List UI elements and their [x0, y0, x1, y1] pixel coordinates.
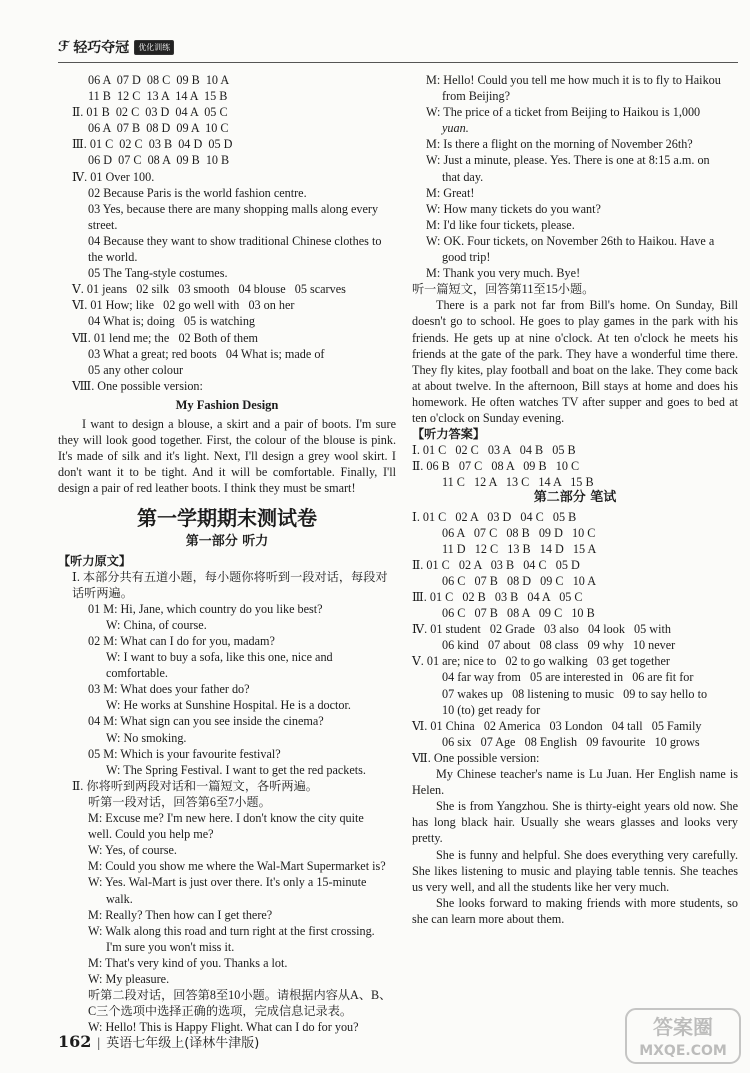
answer-line: 06 C 07 B 08 A 09 C 10 B: [442, 606, 595, 621]
footer-separator: |: [97, 1036, 101, 1051]
instruction: 听第一段对话，回答第6至7小题。: [88, 794, 271, 809]
watermark-text: 答案圈: [653, 1015, 713, 1039]
dialog-line: W: OK. Four tickets, on November 26th to Haikou. Have a: [426, 233, 715, 248]
answer-line: 06 A 07 D 08 C 09 B 10 A: [88, 73, 230, 87]
answer-line: 07 wakes up 08 listening to music 09 to say hello to: [442, 686, 708, 701]
brand-name: 轻巧夺冠: [73, 40, 130, 56]
dialog-line: 01 M: Hi, Jane, which country do you like best?: [88, 601, 323, 616]
dialog-line: M: Thank you very much. Bye!: [426, 266, 581, 281]
instruction: 听一篇短文，回答第11至15小题。: [412, 282, 595, 297]
dialog-line: W: China, of course.: [106, 617, 207, 632]
part-heading: 第二部分 笔试: [533, 490, 617, 506]
answer-line: Ⅰ. 01 C 02 C 03 A 04 B 05 B: [412, 443, 576, 458]
answer-line: Ⅱ. 06 B 07 C 08 A 09 B 10 C: [412, 459, 580, 474]
listening-passage: There is a park not far from Bill's home. On Sunday, Bill doesn't go to school. He goes to play games in the park with his friends. He gets up at nine o'clock. At ten o'clock he meets his friends at the gate of the park. They have a wonderful time there. They fly kites, play football and boat on the lake. They come back at about twelve. In the afternoon, Bill stays at home and does his homework. He often watches TV after supper and goes to bed at ten o'clock on Sunday evening.: [412, 298, 738, 425]
answer-line: street.: [88, 217, 118, 232]
answer-line: the world.: [88, 250, 138, 265]
essay-paragraph: She is from Yangzhou. She is thirty-eight years old now. She has long black hair. Usually she wears glasses and looks very pretty.: [412, 799, 738, 846]
dialog-line: 05 M: Which is your favourite festival?: [88, 746, 281, 761]
answer-line: 03 Yes, because there are many shopping malls along every: [88, 201, 379, 216]
dialog-line: well. Could you help me?: [88, 827, 214, 842]
dialog-line: M: Is there a flight on the morning of November 26th?: [426, 137, 693, 152]
dialog-line: M: Great!: [426, 185, 475, 200]
answer-line: Ⅵ. 01 How; like 02 go well with 03 on her: [72, 298, 295, 313]
dialog-line: from Beijing?: [442, 89, 511, 104]
dialog-line: W: Walk along this road and turn right at the first crossing.: [88, 923, 375, 938]
answer-line: Ⅱ. 01 B 02 C 03 D 04 A 05 C: [72, 105, 228, 120]
right-column: [412, 72, 738, 927]
answer-line: Ⅶ. One possible version:: [412, 750, 540, 765]
answer-line: Ⅱ. 01 C 02 A 03 B 04 C 05 D: [412, 557, 580, 572]
answer-line: Ⅴ. 01 are; nice to 02 to go walking 03 get together: [412, 654, 670, 669]
dialog-line: W: Hello! This is Happy Flight. What can I do for you?: [88, 1020, 359, 1035]
dialog-line: M: Really? Then how can I get there?: [88, 907, 273, 922]
answer-line: 04 Because they want to show traditional Chinese clothes to: [88, 233, 382, 248]
section-label: 【听力答案】: [412, 427, 486, 442]
essay-paragraph: She looks forward to making friends with more students, so she can learn more about them.: [412, 895, 738, 926]
dialog-line: M: I'd like four tickets, please.: [426, 217, 575, 232]
brand-logo-icon: ℱ: [58, 39, 70, 55]
answer-line: 06 A 07 C 08 B 09 D 10 C: [442, 525, 596, 540]
dialog-line: W: Yes. Wal-Mart is just over there. It's only a 15-minute: [88, 875, 367, 890]
answer-line: Ⅲ. 01 C 02 C 03 B 04 D 05 D: [72, 137, 233, 152]
answer-line: 06 A 07 B 08 D 09 A 10 C: [88, 121, 229, 136]
essay-paragraph: My Chinese teacher's name is Lu Juan. Her English name is Helen.: [412, 767, 738, 798]
answer-line: 04 What is; doing 05 is watching: [88, 314, 256, 329]
instruction: Ⅱ. 你将听到两段对话和一篇短文，各听两遍。: [72, 778, 318, 793]
dialog-line: good trip!: [442, 250, 491, 265]
header-divider: [58, 62, 738, 63]
page-number: 162: [58, 1032, 92, 1051]
answer-line: 06 C 07 B 08 D 09 C 10 A: [442, 573, 597, 588]
dialog-line: W: My pleasure.: [88, 971, 170, 986]
answer-line: 05 The Tang-style costumes.: [88, 266, 228, 281]
answer-line: 11 C 12 A 13 C 14 A 15 B: [442, 475, 594, 490]
dialog-line: W: How many tickets do you want?: [426, 201, 601, 216]
dialog-line: walk.: [106, 891, 133, 906]
instruction: 听第二段对话，回答第8至10小题。请根据内容从A、B、C三个选项中选择正确的选项，完成信息记录表。: [88, 988, 392, 1019]
watermark-logo-icon: [624, 1007, 742, 1065]
answer-line: 06 six 07 Age 08 English 09 favourite 10 grows: [442, 734, 700, 749]
answer-line: Ⅴ. 01 jeans 02 silk 03 smooth 04 blouse 05 scarves: [72, 282, 346, 297]
essay-paragraph: I want to design a blouse, a skirt and a pair of boots. I'm sure they will look good together. First, the colour of the blouse is pink. It's made of silk and it's light. Next, I'll design a grey wool skirt. I don't want it to be tight. And it will be comfortable. Finally, I'll design a pair of red leather boots. I think they must be smart!: [58, 416, 396, 496]
dialog-line: W: He works at Sunshine Hospital. He is a doctor.: [106, 698, 351, 713]
dialog-line: M: That's very kind of you. Thanks a lot.: [88, 955, 288, 970]
answer-line: Ⅰ. 01 C 02 A 03 D 04 C 05 B: [412, 509, 577, 524]
watermark-url: MXQE.COM: [639, 1043, 727, 1059]
answer-line: 11 D 12 C 13 B 14 D 15 A: [442, 541, 597, 556]
answer-line: Ⅷ. One possible version:: [72, 378, 203, 393]
essay-paragraph: She is funny and helpful. She does everything very carefully. She likes listening to music and playing table tennis. She teaches us very well, and all the students like her very much.: [412, 847, 738, 894]
left-column: [58, 72, 396, 1035]
part-heading: 第一部分 听力: [185, 534, 269, 550]
dialog-line: yuan.: [442, 121, 469, 136]
dialog-line: W: The price of a ticket from Beijing to Haikou is 1,000: [426, 105, 701, 120]
dialog-line: W: No smoking.: [106, 730, 187, 745]
dialog-line: that day.: [442, 169, 484, 184]
dialog-line: I'm sure you won't miss it.: [106, 939, 235, 954]
dialog-line: M: Hello! Could you tell me how much it is to fly to Haikou: [426, 73, 721, 87]
dialog-line: W: Just a minute, please. Yes. There is one at 8:15 a.m. on: [426, 153, 710, 168]
answer-line: 05 any other colour: [88, 362, 184, 377]
dialog-line: W: The Spring Festival. I want to get the red packets.: [106, 762, 366, 777]
section-label: 【听力原文】: [58, 553, 132, 568]
dialog-line: 02 M: What can I do for you, madam?: [88, 634, 275, 648]
answer-line: Ⅶ. 01 lend me; the 02 Both of them: [72, 330, 258, 345]
dialog-line: 03 M: What does your father do?: [88, 682, 250, 697]
book-title: 英语七年级上(译林牛津版): [106, 1036, 260, 1051]
dialog-line: M: Excuse me? I'm new here. I don't know the city quite: [88, 811, 364, 826]
answer-line: 02 Because Paris is the world fashion centre.: [88, 185, 307, 200]
dialog-line: M: Could you show me where the Wal-Mart Supermarket is?: [88, 859, 386, 874]
answer-line: Ⅳ. 01 Over 100.: [72, 169, 155, 184]
answer-line: Ⅵ. 01 China 02 America 03 London 04 tall 05 Family: [412, 718, 702, 733]
answer-line: Ⅲ. 01 C 02 B 03 B 04 A 05 C: [412, 590, 583, 604]
page-header: [58, 36, 174, 58]
dialog-line: 04 M: What sign can you see inside the cinema?: [88, 714, 324, 729]
exam-title: 第一学期期末测试卷: [137, 506, 317, 531]
page-footer: [58, 1032, 259, 1052]
dialog-line: W: Yes, of course.: [88, 843, 177, 858]
dialog-line: W: I want to buy a sofa, like this one, nice and comfortable.: [106, 650, 336, 681]
essay-title: My Fashion Design: [175, 397, 279, 412]
answer-line: 10 (to) get ready for: [442, 702, 541, 717]
answer-line: Ⅳ. 01 student 02 Grade 03 also 04 look 05 with: [412, 622, 671, 637]
answer-line: 11 B 12 C 13 A 14 A 15 B: [88, 89, 228, 104]
instruction: Ⅰ. 本部分共有五道小题，每小题你将听到一段对话，每段对话听两遍。: [72, 569, 388, 600]
answer-line: 03 What a great; red boots 04 What is; made of: [88, 346, 325, 361]
answer-line: 04 far way from 05 are interested in 06 are fit for: [442, 670, 694, 685]
answer-line: 06 kind 07 about 08 class 09 why 10 never: [442, 638, 676, 653]
answer-line: 06 D 07 C 08 A 09 B 10 B: [88, 153, 230, 168]
brand-tag: 优化训练: [134, 40, 174, 55]
